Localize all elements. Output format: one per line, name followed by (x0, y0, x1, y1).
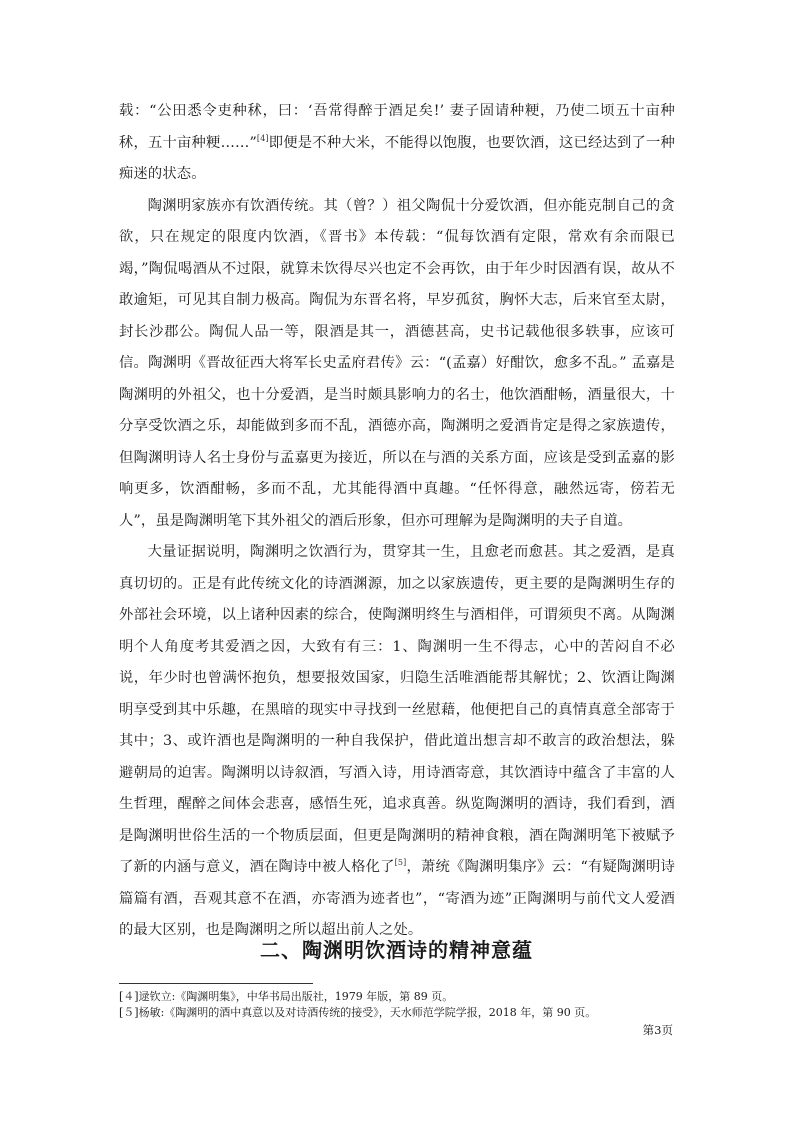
body-paragraph (119, 96, 675, 191)
section-heading: 二、陶渊明饮酒诗的精神意蕴 (260, 938, 533, 962)
body-text (119, 96, 675, 947)
paragraph-text: ，萧统《陶渊明集序》云：“有疑陶渊明诗篇篇有酒，吾观其意不在酒，亦寄酒为迹者也”，“寄酒为迹”正陶渊明与前代文人爱酒的最大区别，也是陶渊明之所以超出前人之处。 (119, 859, 675, 938)
footnote-item: [４]逯钦立:《陶渊明集》，中华书局出版社，1979 年版，第 89 页。 (119, 990, 454, 1003)
page-number: 第3页 (642, 1023, 673, 1037)
footnote-item: [５]杨敏:《陶渊明的酒中真意以及对诗酒传统的接受》，天水师范学院学报，2018 年，第 90 页。 (119, 1006, 597, 1019)
footnote-separator (119, 983, 313, 984)
paragraph-text: 陶渊明家族亦有饮酒传统。其（曾？）祖父陶侃十分爱饮酒，但亦能克制自己的贪欲，只在规定的限度内饮酒，《晋书》本传载：“侃每饮酒有定限，常欢有余而限已竭，”陶侃喝酒从不过限，就算未饮得尽兴也定不会再饮，由于年少时因酒有误，故从不敢逾矩，可见其自制力极高。陶侃为东晋名将，早岁孤贫，胸怀大志，后来官至太尉，封长沙郡公。陶侃人品一等，限酒是其一，酒德甚高，史书记载他很多轶事，应该可信。陶渊明《晋故征西大将军长史孟府君传》云：“(孟嘉）好酣饮，愈多不乱。” 孟嘉是陶渊明的外祖父，也十分爱酒，是当时颇具影响力的名士，他饮酒酣畅，酒量很大，十分享受饮酒之乐，却能做到多而不乱，酒德亦高，陶渊明之爱酒肯定是得之家族遗传，但陶渊明诗人名士身份与孟嘉更为接近，所以在与酒的关系方面，应该是受到孟嘉的影响更多，饮酒酣畅，多而不乱，尤其能得酒中真趣。“任怀得意，融然远寄，傍若无人”，虽是陶渊明笔下其外祖父的酒后形象，但亦可理解为是陶渊明的夫子自道。 (119, 197, 675, 529)
paragraph-text: 大量证据说明，陶渊明之饮酒行为，贯穿其一生，且愈老而愈甚。其之爱酒，是真真切切的。正是有此传统文化的诗酒渊源，加之以家族遗传，更主要的是陶渊明生存的外部社会环境，以上诸种因素的综合，使陶渊明终生与酒相伴，可谓须臾不离。从陶渊明个人角度考其爱酒之因，大致有有三：1、陶渊明一生不得志，心中的苦闷自不必说，年少时也曾满怀抱负，想要报效国家，归隐生活唯酒能帮其解忧；2、饮酒让陶渊明享受到其中乐趣，在黑暗的现实中寻找到一丝慰藉，他便把自己的真情真意全部寄于其中；3、或许酒也是陶渊明的一种自我保护，借此道出想言却不敢言的政治想法，躲避朝局的迫害。陶渊明以诗叙酒，写酒入诗，用诗酒寄意，其饮酒诗中蕴含了丰富的人生哲理，醒醉之间体会悲喜，感悟生死，追求真善。纵览陶渊明的酒诗，我们看到，酒是陶渊明世俗生活的一个物质层面，但更是陶渊明的精神食粮，酒在陶渊明笔下被赋予了新的内涵与意义，酒在陶诗中被人格化了 (119, 544, 675, 875)
paragraph-text: 即便是不种大米，不能得以饱腹，也要饮酒，这已经达到了一种痴迷的状态。 (119, 134, 675, 182)
footnotes (119, 989, 679, 1021)
body-paragraph (119, 537, 675, 947)
paragraph-text: 载：“公田悉令吏种秫，曰：‘吾常得醉于酒足矣!’ 妻子固请种粳，乃使二顷五十亩种秫，五十亩种粳……” (119, 103, 675, 151)
citation-marker: [5] (394, 858, 407, 868)
citation-marker: [4] (256, 133, 269, 143)
body-paragraph (119, 191, 675, 538)
